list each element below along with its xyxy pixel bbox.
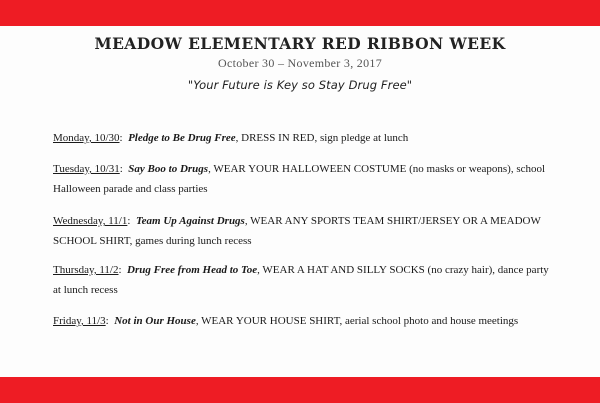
day-details: , WEAR YOUR HOUSE SHIRT, aerial school photo and house meetings — [195, 315, 519, 327]
day-separator: : — [105, 315, 109, 327]
day-separator: : — [127, 215, 131, 227]
event-dates: October 30 – November 3, 2017 — [218, 56, 382, 70]
day-details: , WEAR YOUR HALLOWEEN COSTUME (no masks or weapons), school Halloween parade and class parties — [53, 163, 546, 195]
slogan: "Your Future is Key so Stay Drug Free" — [187, 78, 413, 92]
day-separator: : — [119, 132, 123, 144]
day-theme: Say Boo to Drugs — [128, 163, 209, 175]
day-theme: Team Up Against Drugs — [135, 215, 245, 227]
red-border-bottom — [0, 377, 600, 403]
day-label: Tuesday, 10/31 — [53, 163, 120, 175]
day-details: , WEAR A HAT AND SILLY SOCKS (no crazy hair), dance party at lunch recess — [53, 264, 549, 296]
schedule-item-tuesday — [53, 159, 553, 199]
schedule-item-thursday — [53, 260, 553, 300]
schedule-item-monday — [53, 128, 553, 148]
schedule-item-wednesday — [53, 211, 553, 251]
day-label: Monday, 10/30 — [53, 132, 120, 144]
day-label: Thursday, 11/2 — [53, 264, 119, 276]
day-label: Friday, 11/3 — [53, 315, 106, 327]
day-label: Wednesday, 11/1 — [53, 215, 128, 227]
day-details: , DRESS IN RED, sign pledge at lunch — [235, 132, 409, 144]
red-border-top — [0, 0, 600, 26]
day-separator: : — [118, 264, 122, 276]
day-theme: Drug Free from Head to Toe — [127, 264, 258, 276]
day-theme: Pledge to Be Drug Free — [128, 132, 236, 144]
day-separator: : — [119, 163, 123, 175]
day-details: , WEAR ANY SPORTS TEAM SHIRT/JERSEY OR A MEADOW SCHOOL SHIRT, games during lunch recess — [53, 215, 541, 247]
flyer-title: MEADOW ELEMENTARY RED RIBBON WEEK — [94, 34, 506, 53]
schedule-item-friday — [53, 311, 553, 331]
day-theme: Not in Our House — [114, 315, 196, 327]
